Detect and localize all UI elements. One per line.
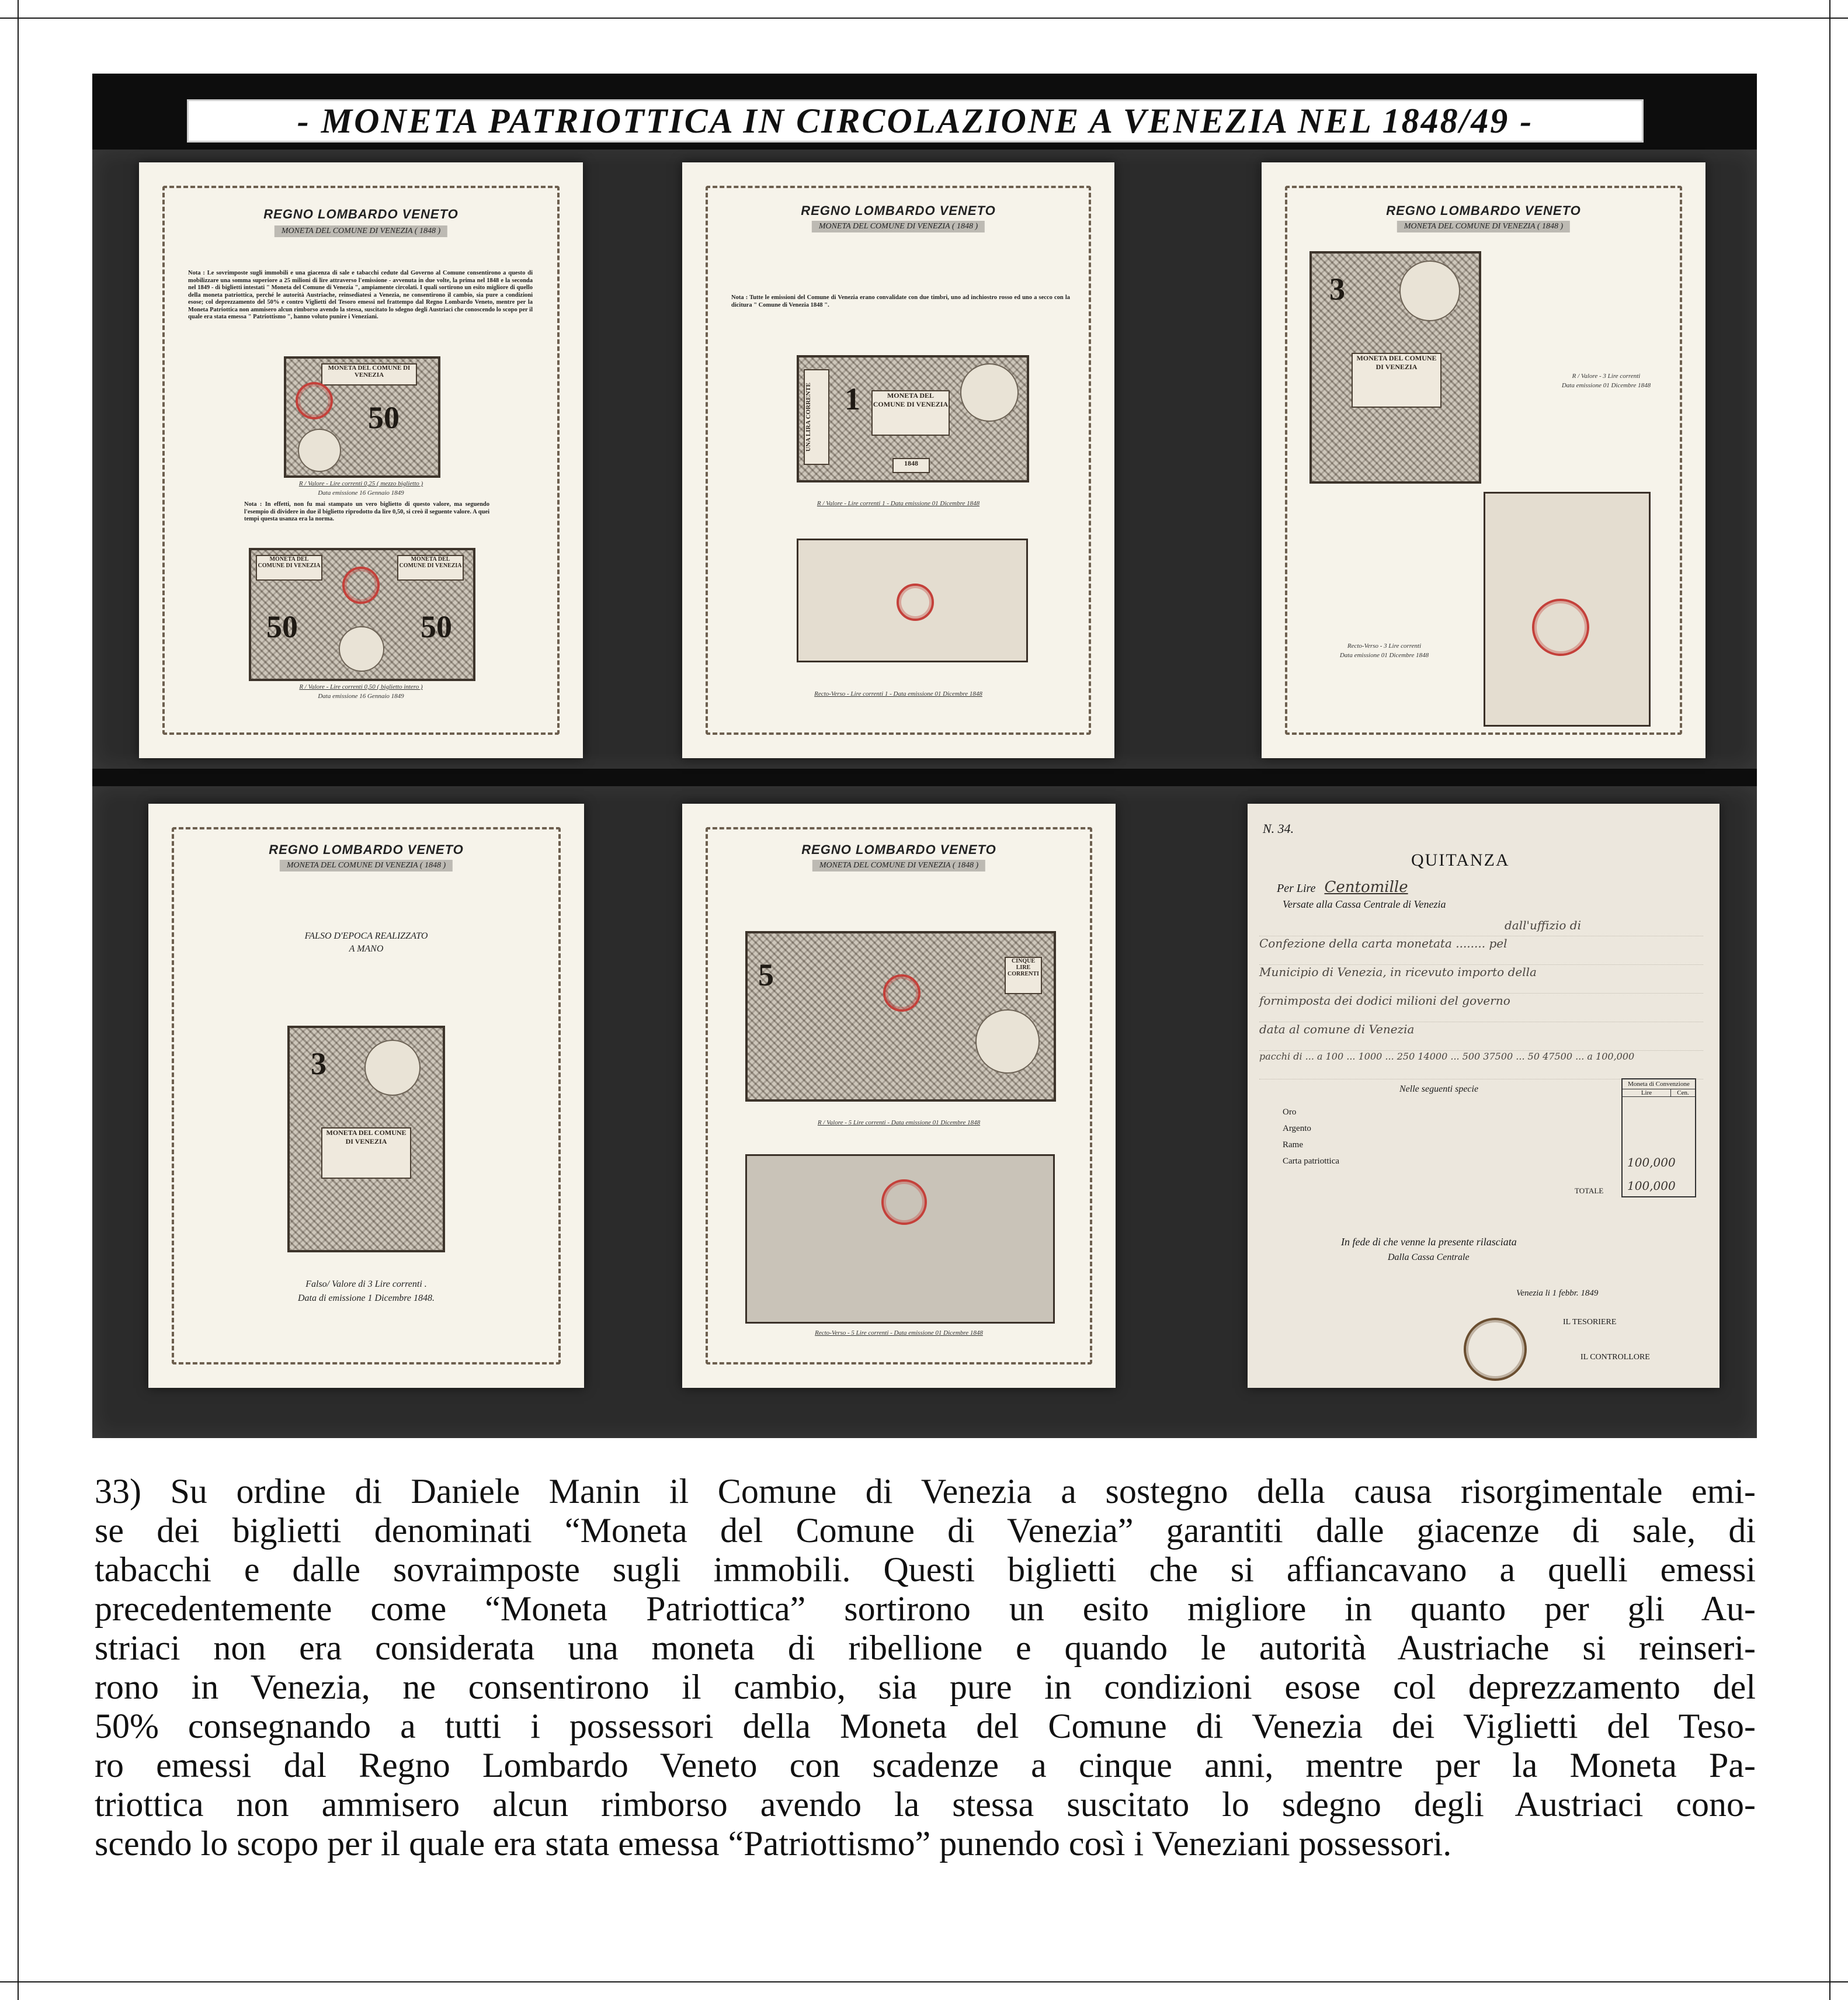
body-line: tabacchi e dalle sovraimposte sugli immobili. Questi biglietti che si affiancavano a quelli emessi xyxy=(95,1550,1756,1589)
red-stamp xyxy=(1532,599,1589,656)
sheet-subheader: MONETA DEL COMUNE DI VENEZIA ( 1848 ) xyxy=(812,221,985,232)
handwritten-line: data al comune di Venezia xyxy=(1259,1022,1703,1051)
banknote-caption: Recto-Verso - 3 Lire correnti xyxy=(1347,643,1422,650)
falso-caption: Falso/ Valore di 3 Lire correnti . xyxy=(305,1279,427,1289)
body-line: triottica non ammisero alcun rimborso avendo la stessa suscitato lo sdegno degli Austriaci cono- xyxy=(95,1785,1756,1824)
red-stamp xyxy=(296,382,333,419)
banknote-full xyxy=(249,548,475,681)
receipt-tesoriere: IL TESORIERE xyxy=(1563,1318,1617,1327)
banknote-caption: R / Valore - 3 Lire correnti xyxy=(1572,373,1641,380)
table-columns xyxy=(1623,1089,1695,1097)
banknote-5-lire xyxy=(745,931,1056,1102)
album-sheet-5 xyxy=(682,804,1116,1388)
receipt-specie: Nelle seguenti specie xyxy=(1399,1084,1479,1094)
album-sheet-2 xyxy=(682,162,1114,758)
banknote-text: UNA LIRA CORRENTE xyxy=(804,369,829,465)
per-lire-handwritten: Centomille xyxy=(1324,879,1408,896)
receipt-per-lire xyxy=(1277,879,1408,896)
body-paragraph xyxy=(95,1472,1756,1863)
body-line: precedentemente come “Moneta Patriottica” sortirono un esito migliore in quanto per gli Au- xyxy=(95,1589,1756,1628)
banknote-denomination: 5 xyxy=(758,957,774,992)
album-sheet-1 xyxy=(139,162,583,758)
receipt-row-label: Rame xyxy=(1283,1140,1303,1150)
album-sheet-4 xyxy=(148,804,584,1388)
body-line: 50% consegnando a tutti i possessori della Moneta del Comune di Venezia dei Viglietti del Teso- xyxy=(95,1707,1756,1745)
banknote-caption: R / Valore - Lire correnti 0,50 ( biglietto intero ) xyxy=(299,683,423,690)
sheet-header: REGNO LOMBARDO VENETO xyxy=(801,203,996,218)
receipt-amount-table xyxy=(1621,1078,1696,1197)
watermark-circle xyxy=(298,429,341,472)
sheet-subheader: MONETA DEL COMUNE DI VENEZIA ( 1848 ) xyxy=(812,860,985,871)
sheet-header: REGNO LOMBARDO VENETO xyxy=(801,842,996,857)
col-lire: Lire xyxy=(1623,1089,1671,1096)
banknote-reverse xyxy=(1484,492,1651,727)
body-line: rono in Venezia, ne consentirono il cambio, sia pure in condizioni esose col deprezzamento del xyxy=(95,1668,1756,1706)
receipt-versate: Versate alla Cassa Centrale di Venezia xyxy=(1283,898,1446,910)
banknote-denomination: 1 xyxy=(845,381,860,416)
sheet-header: REGNO LOMBARDO VENETO xyxy=(1386,203,1581,218)
sheet-subheader: MONETA DEL COMUNE DI VENEZIA ( 1848 ) xyxy=(275,225,447,237)
falso-subtitle: A MANO xyxy=(349,944,384,954)
body-line: scendo lo scopo per il quale era stata emessa “Patriottismo” punendo così i Veneziani possessori. xyxy=(95,1824,1452,1863)
banknote-text: MONETA DEL COMUNE DI VENEZIA xyxy=(871,390,950,436)
banknote-denomination: 50 xyxy=(266,609,298,644)
handwritten-line: pacchi di ... a 100 ... 1000 ... 250 14000 ... 500 37500 ... 50 47500 ... a 100,000 xyxy=(1259,1051,1703,1079)
banknote-denomination: 3 xyxy=(311,1046,326,1081)
handwritten-line: Confezione della carta monetata ........ pel xyxy=(1259,936,1703,965)
banknote-denomination: 50 xyxy=(368,400,400,435)
banknote-caption-date: Data emissione 01 Dicembre 1848 xyxy=(1561,382,1651,389)
sheet-subheader: MONETA DEL COMUNE DI VENEZIA ( 1848 ) xyxy=(280,860,453,871)
banknote-half xyxy=(284,356,440,478)
body-line: striaci non era considerata una moneta di ribellione e quando le autorità Austriache si reinseri- xyxy=(95,1629,1756,1667)
banknote-caption: R / Valore - Lire correnti 1 - Data emissione 01 Dicembre 1848 xyxy=(817,500,980,507)
sheet-header: REGNO LOMBARDO VENETO xyxy=(263,207,458,221)
receipt-number: N. 34. xyxy=(1263,821,1294,836)
banknote-text: MONETA DEL COMUNE DI VENEZIA xyxy=(397,555,464,581)
banknote-caption: R / Valore - Lire correnti 0,25 ( mezzo biglietto ) xyxy=(298,480,423,487)
receipt-date: Venezia li 1 febbr. 1849 xyxy=(1516,1289,1599,1298)
banknote-year: 1848 xyxy=(892,458,930,473)
banknote-caption-date: Data emissione 16 Gennaio 1849 xyxy=(318,693,404,700)
sheet-note: Nota : Tutte le emissioni del Comune di Venezia erano convalidate con due timbri, uno ad inchiostro rosso ed uno a secco con la dicitura " Comune di Venezia 1848 ". xyxy=(731,294,1070,308)
falso-title: FALSO D'EPOCA REALIZZATO xyxy=(304,931,428,941)
sheet-note-2: Nota : In effetti, non fu mai stampato un vero biglietto di questo valore, ma seguendo l'esempio di dividere in due il biglietto riprodotto da lire 0,50, si creò il seguente valore. A quei tempi questa usanza era la norma. xyxy=(244,501,489,522)
table-amount: 100,000 xyxy=(1627,1155,1676,1169)
table-header: Moneta di Convenzione xyxy=(1623,1079,1695,1089)
body-line: se dei biglietti denominati “Moneta del Comune di Venezia” garantiti dalle giacenze di sale, di xyxy=(95,1511,1756,1550)
banknote-caption: Recto-Verso - Lire correnti 1 - Data emissione 01 Dicembre 1848 xyxy=(814,690,982,697)
banknote-caption-date: Data emissione 16 Gennaio 1849 xyxy=(318,489,404,496)
handwritten-line: Municipio di Venezia, in ricevuto importo della xyxy=(1259,965,1703,994)
receipt-controllore: IL CONTROLLORE xyxy=(1580,1353,1650,1362)
frame-right-line xyxy=(1829,0,1830,2000)
banknote-reverse xyxy=(745,1154,1055,1324)
red-stamp xyxy=(881,1179,927,1225)
receipt-row-label: Carta patriottica xyxy=(1283,1157,1340,1166)
per-lire-label: Per Lire xyxy=(1277,882,1316,895)
sheet-subheader: MONETA DEL COMUNE DI VENEZIA ( 1848 ) xyxy=(1397,221,1570,232)
red-stamp xyxy=(883,974,920,1012)
banknote-caption: Recto-Verso - 5 Lire correnti - Data emissione 01 Dicembre 1848 xyxy=(815,1329,983,1336)
watermark-circle xyxy=(960,363,1019,422)
table-total: 100,000 xyxy=(1627,1179,1676,1193)
handwritten-line: dall'uffizio di xyxy=(1259,918,1703,936)
falso-caption-date: Data di emissione 1 Dicembre 1848. xyxy=(297,1293,435,1303)
album-photo xyxy=(92,74,1757,1438)
sheet-note: Nota : Le sovrimposte sugli immobili e una giacenza di sale e tabacchi cedute dal Governo al Comune consentirono a questo di mobilizzare una somma superiore a 25 milioni di lire attraverso l'emissione - avvenuta in due volte, la prima nel 1848 e la seconda nel 1849 - di biglietti intestati " Moneta del Comune di Venezia ", ampiamente circolati. I quali sortirono un esito migliore di quello della moneta patriottica, perché le autorità Austriache, reinsediatesi a Venezia, ne consentirono il cambio, sia pure a condizioni esose; col deprezzamento del 50% e contro Viglietti del Tesoro emessi nel frattempo dal Regno Lombardo Veneto, mentre per la Moneta Patriottica non ammisero alcun rimborso avendo la stessa, suscitato lo sdegno degli Austriaci che conoscendo lo scopo per il quale era stata emessa " Patriottismo ", hanno voluto punire i Veneziani. xyxy=(188,270,533,320)
watermark-circle xyxy=(339,626,384,672)
body-line: 33) Su ordine di Daniele Manin il Comune di Venezia a sostegno della causa risorgimentale emi- xyxy=(95,1472,1756,1511)
frame-top-line xyxy=(0,18,1848,19)
receipt-row-label: Oro xyxy=(1283,1107,1297,1117)
banknote-falso xyxy=(287,1026,445,1252)
banknote-1-lira xyxy=(797,355,1029,482)
banknote-caption-date: Data emissione 01 Dicembre 1848 xyxy=(1339,652,1429,659)
frame-bottom-line xyxy=(0,1981,1848,1982)
banknote-text: MONETA DEL COMUNE DI VENEZIA xyxy=(1352,353,1441,408)
receipt-fede: In fede di che venne la presente rilasciata xyxy=(1341,1236,1517,1248)
page-title: - MONETA PATRIOTTICA IN CIRCOLAZIONE A VENEZIA NEL 1848/49 - xyxy=(187,99,1644,143)
banknote-reverse xyxy=(797,539,1028,662)
receipt-row-label: Argento xyxy=(1283,1124,1311,1133)
quitanza-receipt xyxy=(1248,804,1720,1388)
banknote-text: CINQUE LIRE CORRENTI xyxy=(1005,957,1042,994)
watermark-circle xyxy=(975,1009,1040,1074)
banknote-text: MONETA DEL COMUNE DI VENEZIA xyxy=(321,363,417,386)
frame-left-line xyxy=(18,0,19,2000)
receipt-handwritten-lines xyxy=(1259,918,1703,1079)
receipt-totale: TOTALE xyxy=(1575,1186,1604,1195)
banknote-denomination: 3 xyxy=(1329,272,1345,307)
banknote-text: MONETA DEL COMUNE DI VENEZIA xyxy=(256,555,322,581)
red-stamp xyxy=(342,567,380,604)
banknote-3-lire xyxy=(1309,251,1481,484)
sheet-header: REGNO LOMBARDO VENETO xyxy=(269,842,464,857)
album-sheet-3 xyxy=(1262,162,1705,758)
col-cen: Cen. xyxy=(1677,1089,1689,1096)
receipt-title: QUITANZA xyxy=(1411,850,1510,870)
banknote-text: MONETA DEL COMUNE DI VENEZIA xyxy=(321,1127,411,1179)
watermark-circle xyxy=(1399,261,1460,321)
banknote-caption: R / Valore - 5 Lire correnti - Data emissione 01 Dicembre 1848 xyxy=(817,1119,981,1126)
watermark-circle xyxy=(364,1040,421,1096)
banknote-denomination: 50 xyxy=(421,609,452,644)
receipt-seal xyxy=(1464,1318,1527,1381)
handwritten-line: fornimposta dei dodici milioni del governo xyxy=(1259,994,1703,1022)
red-stamp xyxy=(897,584,934,621)
body-line: ro emessi dal Regno Lombardo Veneto con scadenze a cinque anni, mentre per la Moneta Pa- xyxy=(95,1746,1756,1784)
receipt-cassa: Dalla Cassa Centrale xyxy=(1388,1252,1470,1262)
